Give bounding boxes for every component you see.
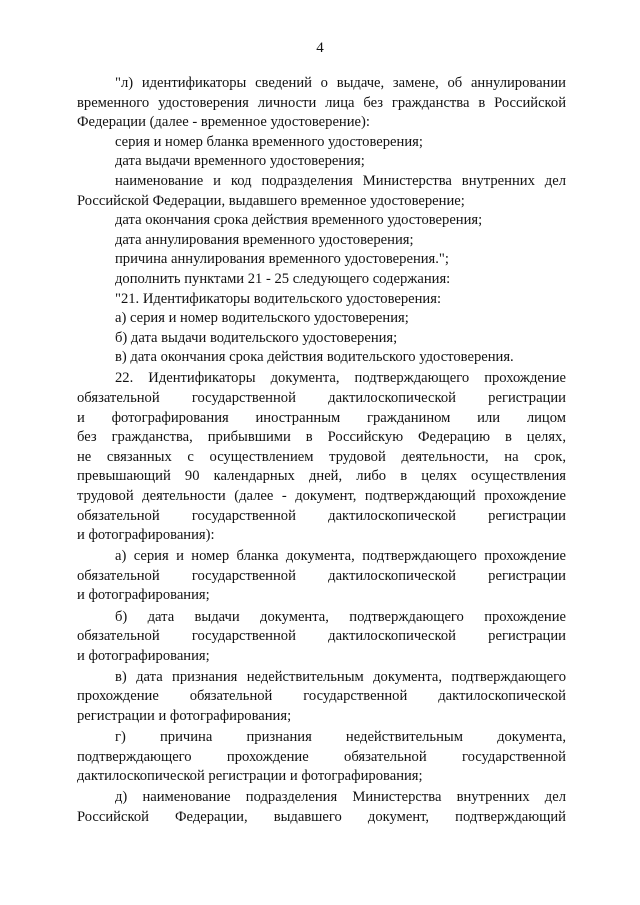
text-line: б) дата выдачи водительского удостоверения;	[115, 329, 398, 346]
text-line: обязательной государственной дактилоскопической регистрации	[77, 628, 566, 645]
text-line: и фотографирования;	[77, 647, 210, 664]
text-line: "21. Идентификаторы водительского удостоверения:	[115, 290, 442, 307]
text-line: "л) идентификаторы сведений о выдаче, замене, об аннулировании	[115, 75, 566, 91]
text-line: прохождение обязательной государственной дактилоскопической	[77, 688, 566, 705]
text-line: трудовой деятельности (далее - документ, подтверждающий прохождение	[77, 487, 566, 504]
text-line: г) причина признания недействительным документа,	[115, 729, 566, 746]
text-line: Российской Федерации, выдавшего документ, подтверждающий	[77, 808, 566, 825]
text-line: б) дата выдачи документа, подтверждающего прохождение	[115, 608, 566, 625]
text-line: дактилоскопической регистрации и фотографирования;	[77, 768, 423, 785]
text-line: и фотографирования):	[77, 527, 215, 544]
text-line: в) дата признания недействительным документа, подтверждающего	[115, 668, 566, 685]
text-line: дополнить пунктами 21 - 25 следующего содержания:	[115, 270, 451, 287]
text-line: регистрации и фотографирования;	[77, 708, 292, 724]
text-line: серия и номер бланка временного удостоверения;	[115, 133, 423, 150]
text-line: обязательной государственной дактилоскопической регистрации	[77, 390, 566, 406]
text-line: без гражданства, прибывшими в Российскую Федерацию в целях,	[77, 429, 566, 446]
text-line: обязательной государственной дактилоскопической регистрации	[77, 507, 566, 524]
text-line: а) серия и номер бланка документа, подтверждающего прохождение	[115, 548, 566, 565]
text-line: превышающий 90 календарных дней, либо в целях осуществления	[77, 468, 566, 485]
text-line: наименование и код подразделения Министерства внутренних дел	[115, 172, 566, 189]
text-line: дата окончания срока действия временного удостоверения;	[115, 212, 483, 229]
text-line: Российской Федерации, выдавшего временное удостоверение;	[77, 192, 465, 209]
text-line: обязательной государственной дактилоскопической регистрации	[77, 567, 566, 584]
document-body	[77, 74, 566, 828]
text-line: дата аннулирования временного удостоверения;	[115, 231, 414, 248]
page-number: 4	[316, 40, 324, 56]
text-line: дата выдачи временного удостоверения;	[115, 153, 365, 170]
text-line: а) серия и номер водительского удостоверения;	[115, 310, 409, 327]
text-line: не связанных с осуществлением трудовой деятельности, на срок,	[77, 448, 566, 465]
text-line: и фотографирования;	[77, 587, 210, 604]
text-line: временного удостоверения личности лица без гражданства в Российской	[77, 94, 566, 111]
text-line: Федерации (далее - временное удостоверение):	[77, 114, 370, 131]
text-line: в) дата окончания срока действия водительского удостоверения.	[115, 349, 514, 366]
text-line: д) наименование подразделения Министерства внутренних дел	[115, 789, 566, 806]
text-line: и фотографирования иностранным гражданином или лицом	[77, 409, 566, 426]
text-line: причина аннулирования временного удостоверения.";	[115, 251, 449, 268]
text-line: подтверждающего прохождение обязательной государственной	[77, 748, 566, 765]
text-line: 22. Идентификаторы документа, подтверждающего прохождение	[115, 370, 566, 387]
